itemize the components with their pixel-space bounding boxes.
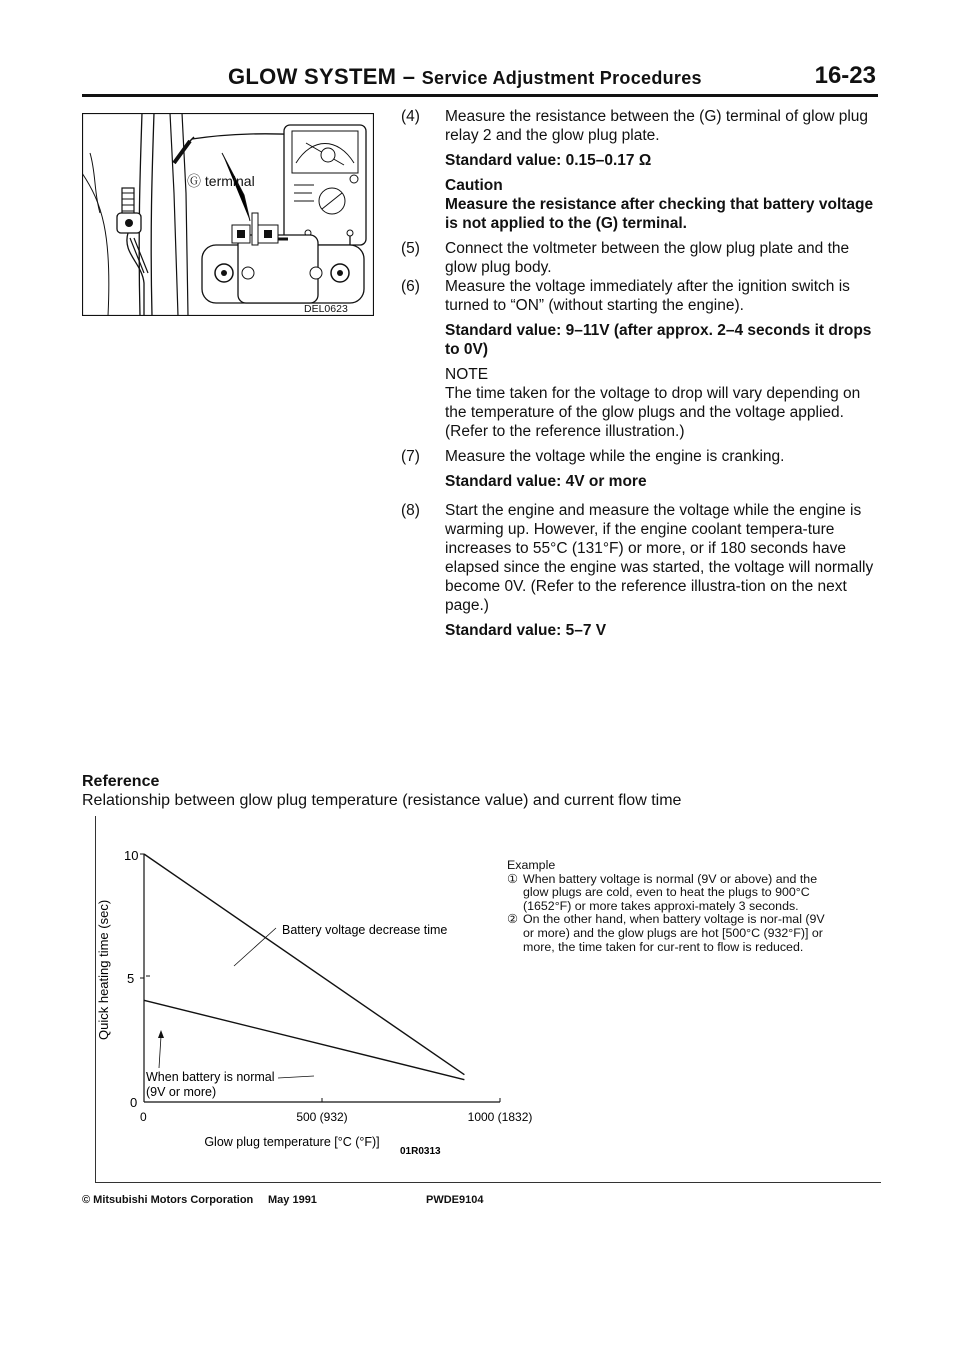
standard-value: Standard value: 9–11V (after approx. 2–4 seconds it drops to 0V): [445, 322, 872, 358]
series-line-1: [144, 854, 464, 1075]
header-rule: [82, 94, 878, 97]
step-5: [401, 239, 879, 277]
step-text: Measure the voltage while the engine is cranking.: [445, 448, 785, 465]
annotation-arrowhead: [158, 1030, 164, 1038]
note-text: The time taken for the voltage to drop will vary depending on the temperature of the glow plugs and the voltage applied. (Refer to the reference illustration.): [445, 385, 861, 440]
step-text: Connect the voltmeter between the glow plug plate and the glow plug body.: [445, 240, 850, 276]
footer-date: May 1991: [268, 1194, 317, 1206]
x-tick-label: 500 (932): [296, 1110, 348, 1124]
page-number: 16-23: [814, 62, 876, 89]
y-axis-label: Quick heating time (sec): [96, 899, 111, 1040]
section-subtitle: Service Adjustment Procedures: [421, 68, 702, 88]
page-title: [228, 64, 702, 90]
x-tick-label: 0: [140, 1110, 147, 1124]
tester-illustration: [82, 113, 374, 316]
y-tick-label: 10: [124, 848, 139, 863]
example-item-2: [507, 913, 837, 954]
procedure-steps: [401, 107, 879, 646]
step-number: (5): [401, 240, 420, 257]
terminal-label: Ⓖ terminal: [187, 173, 255, 189]
caution-text: Measure the resistance after checking that battery voltage is not applied to the (G) terminal.: [445, 196, 874, 232]
reference-title: Reference: [82, 773, 160, 790]
section-title: GLOW SYSTEM: [228, 64, 397, 89]
note-block: [401, 365, 879, 441]
step-number: (8): [401, 502, 420, 519]
annotation-leader: [234, 928, 276, 966]
step-number: (7): [401, 448, 420, 465]
caution-block: [401, 176, 879, 233]
title-dash: –: [402, 64, 416, 89]
example-block: [507, 859, 837, 954]
annotation-normal: When battery is normal: [146, 1070, 275, 1084]
item-mark: ①: [507, 871, 519, 886]
y-tick-label: 0: [130, 1095, 138, 1110]
x-tick-label: 1000 (1832): [467, 1110, 533, 1124]
reference-subtitle: Relationship between glow plug temperature (resistance value) and current flow time: [82, 792, 682, 809]
standard-value: Standard value: 4V or more: [445, 473, 647, 490]
glow-plug-chart: [82, 840, 542, 1180]
step-text: Measure the voltage immediately after the ignition switch is turned to “ON” (without starting the engine).: [445, 278, 850, 314]
chart-svg: [82, 840, 542, 1180]
step-8: [401, 501, 879, 615]
y-tick-label: 5: [127, 971, 135, 986]
step-6: [401, 277, 879, 315]
standard-value: Standard value: 0.15–0.17 Ω: [445, 152, 652, 169]
annotation-decrease: Battery voltage decrease time: [282, 923, 448, 937]
note-title: NOTE: [445, 366, 489, 383]
step-7: [401, 447, 879, 466]
example-item-1: [507, 873, 837, 914]
item-mark: ②: [507, 912, 519, 927]
annotation-leader: [159, 1036, 161, 1068]
step-text: Start the engine and measure the voltage while the engine is warming up. However, if the engine coolant tempera-ture increases to 55°C (131°F) or more, or if 180 seconds have elapsed since the engine was started, the voltage will normally become 0V. (Refer to the reference illustra-tion on the next page.): [445, 502, 874, 614]
chart-code: 01R0313: [400, 1146, 441, 1157]
figure-code: DEL0623: [304, 303, 348, 315]
x-axis-label: Glow plug temperature [°C (°F)]: [204, 1135, 380, 1149]
item-text: When battery voltage is normal (9V or above) and the glow plugs are cold, even to heat the plugs to 900°C (1652°F) or more takes approxi-mately 3 seconds.: [523, 871, 818, 913]
annotation-normal-sub: (9V or more): [146, 1085, 217, 1099]
step-number: (6): [401, 278, 420, 295]
example-title: Example: [507, 858, 556, 872]
caution-title: Caution: [445, 177, 503, 194]
tester-illustration-svg: [82, 113, 374, 316]
step-4: [401, 107, 879, 145]
footer-code: PWDE9104: [426, 1194, 484, 1206]
standard-value: Standard value: 5–7 V: [445, 622, 607, 639]
step-text: Measure the resistance between the (G) terminal of glow plug relay 2 and the glow plug plate.: [445, 108, 869, 144]
item-text: On the other hand, when battery voltage is nor-mal (9V or more) and the glow plugs are hot [500°C (932°F)] or more, the time taken for cur-rent to flow is reduced.: [523, 912, 825, 954]
footer-copyright: © Mitsubishi Motors Corporation: [82, 1194, 254, 1206]
step-number: (4): [401, 108, 420, 125]
